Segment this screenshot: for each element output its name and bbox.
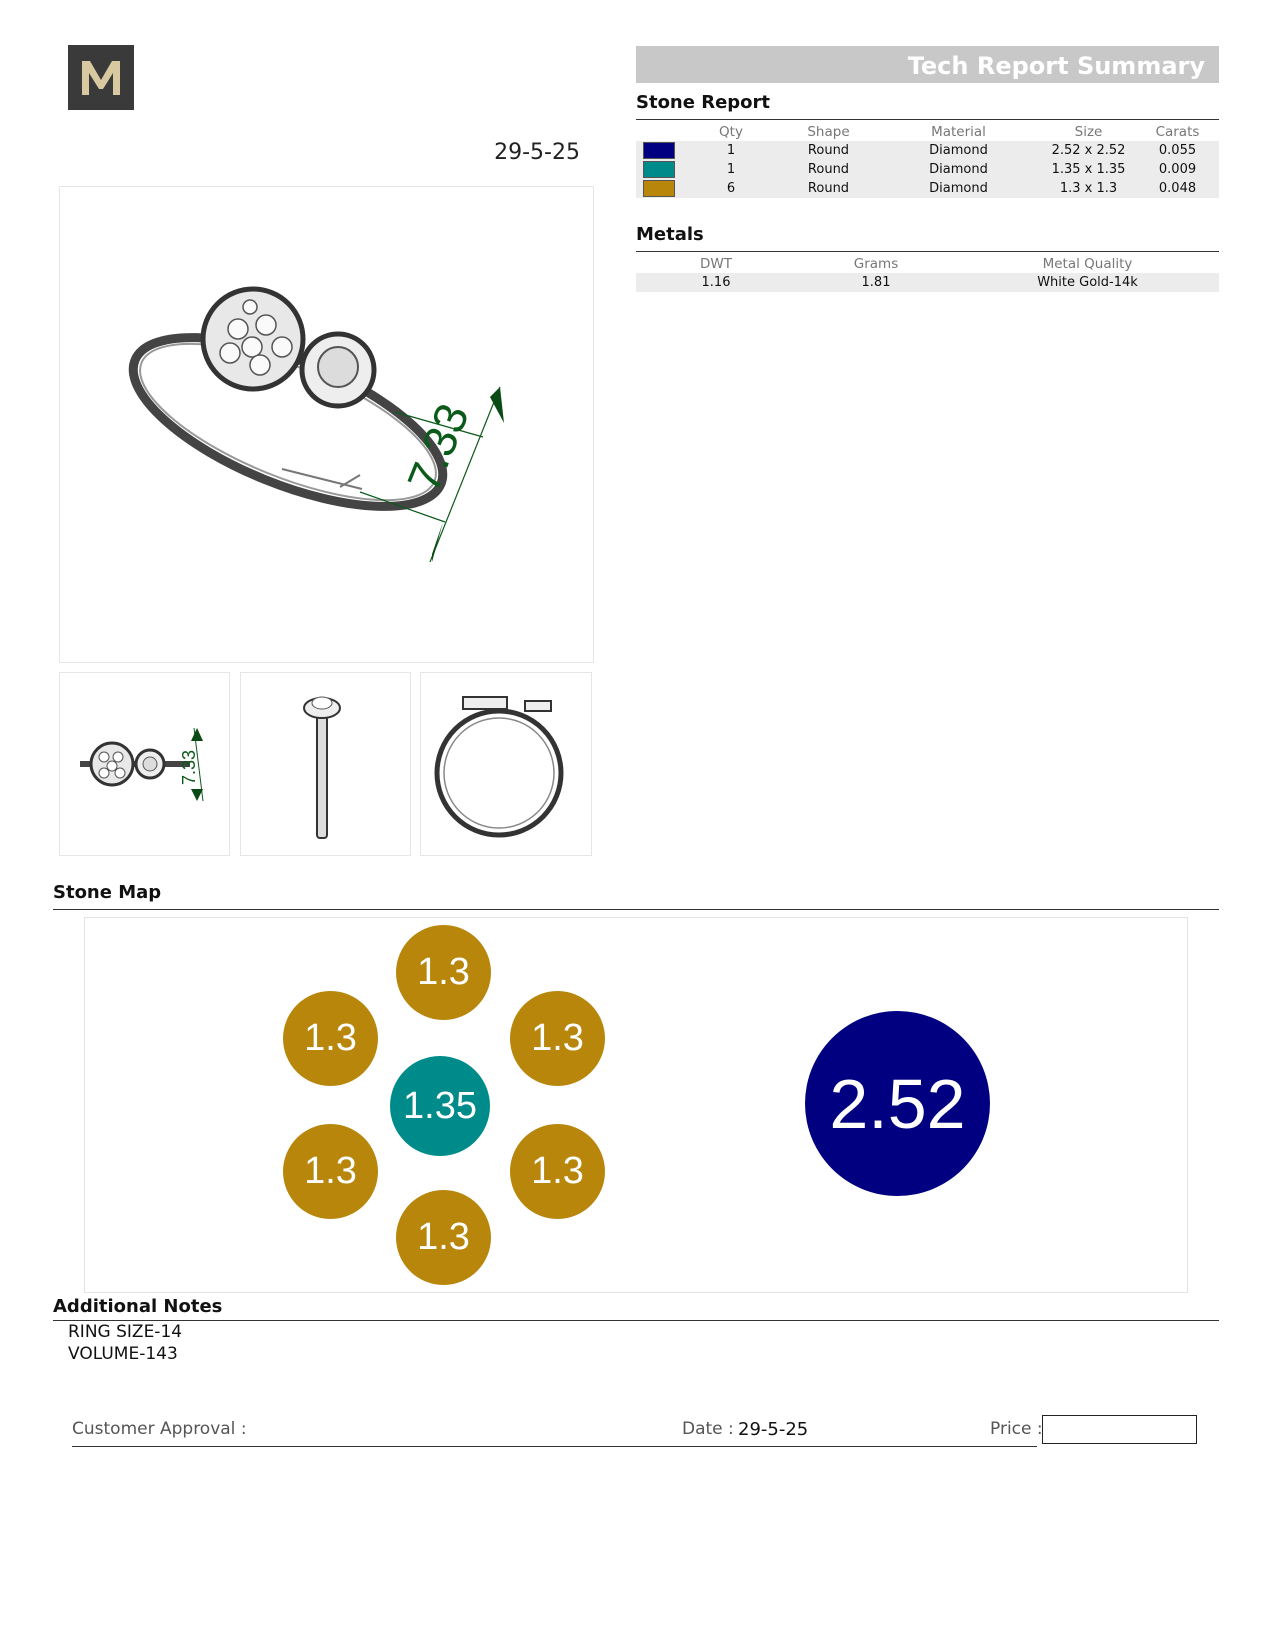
stone-map-stone: 1.3 <box>283 991 378 1086</box>
approval-date-value: 29-5-25 <box>738 1419 809 1440</box>
stone-material: Diamond <box>876 141 1041 160</box>
stone-material: Diamond <box>876 179 1041 198</box>
stone-shape: Round <box>781 141 876 160</box>
stone-color-swatch <box>643 142 675 159</box>
stone-size: 1.35 x 1.35 <box>1041 160 1136 179</box>
metal-row <box>636 273 1219 292</box>
report-date: 29-5-25 <box>494 140 580 165</box>
stone-map-stone: 2.52 <box>805 1011 990 1196</box>
col-metal-quality: Metal Quality <box>1042 255 1133 272</box>
company-logo <box>68 45 134 110</box>
metal-dwt: 1.16 <box>636 273 796 292</box>
stone-report-rule <box>636 119 1219 120</box>
col-carats: Carats <box>1155 123 1200 140</box>
stone-map-stone: 1.35 <box>390 1056 490 1156</box>
stone-qty: 6 <box>681 179 781 198</box>
main-dimension-label: 7.33 <box>397 396 479 499</box>
stone-map-stone: 1.3 <box>510 991 605 1086</box>
notes-rule <box>53 1320 1219 1321</box>
stone-map-stone: 1.3 <box>396 925 491 1020</box>
stone-map-title: Stone Map <box>53 882 162 903</box>
note-line: VOLUME-143 <box>68 1344 178 1364</box>
stone-material: Diamond <box>876 160 1041 179</box>
stone-map-stone: 1.3 <box>510 1124 605 1219</box>
stone-row <box>636 160 1219 179</box>
stone-qty: 1 <box>681 160 781 179</box>
notes-title: Additional Notes <box>53 1296 223 1317</box>
stone-report-table <box>636 122 1219 198</box>
metals-rule <box>636 251 1219 252</box>
metal-grams: 1.81 <box>796 273 956 292</box>
ring-top-view <box>59 672 230 856</box>
metal-quality: White Gold-14k <box>956 273 1219 292</box>
metals-title: Metals <box>636 224 704 245</box>
price-field[interactable] <box>1042 1415 1197 1444</box>
stone-map-rule <box>53 909 1219 910</box>
approval-signature-line <box>72 1446 1037 1447</box>
stone-shape: Round <box>781 160 876 179</box>
col-qty: Qty <box>719 123 743 140</box>
col-size: Size <box>1074 123 1103 140</box>
note-line: RING SIZE-14 <box>68 1322 183 1342</box>
stone-report-header-row <box>636 122 1219 141</box>
price-label: Price : <box>990 1419 1043 1439</box>
stone-map-stone: 1.3 <box>396 1190 491 1285</box>
ring-side-view <box>240 672 411 856</box>
stone-size: 1.3 x 1.3 <box>1041 179 1136 198</box>
stone-map <box>84 917 1188 1293</box>
date-label: Date : <box>682 1419 734 1439</box>
stone-row <box>636 179 1219 198</box>
report-title-bar: Tech Report Summary <box>636 46 1219 83</box>
stone-qty: 1 <box>681 141 781 160</box>
stone-carats: 0.009 <box>1136 160 1219 179</box>
stone-carats: 0.048 <box>1136 179 1219 198</box>
stone-row <box>636 141 1219 160</box>
col-grams: Grams <box>853 255 899 272</box>
ring-perspective-view <box>59 186 594 663</box>
stone-map-stone: 1.3 <box>283 1124 378 1219</box>
col-shape: Shape <box>807 123 850 140</box>
metals-header-row <box>636 254 1219 273</box>
stone-size: 2.52 x 2.52 <box>1041 141 1136 160</box>
stone-color-swatch <box>643 161 675 178</box>
stone-report-title: Stone Report <box>636 92 771 113</box>
stone-color-swatch <box>643 180 675 197</box>
col-dwt: DWT <box>700 255 732 272</box>
metals-table <box>636 254 1219 292</box>
customer-approval-label: Customer Approval : <box>72 1419 247 1439</box>
ring-front-view <box>420 672 592 856</box>
stone-carats: 0.055 <box>1136 141 1219 160</box>
stone-shape: Round <box>781 179 876 198</box>
thumb-dimension-label: 7.33 <box>179 749 199 785</box>
col-material: Material <box>931 123 986 140</box>
